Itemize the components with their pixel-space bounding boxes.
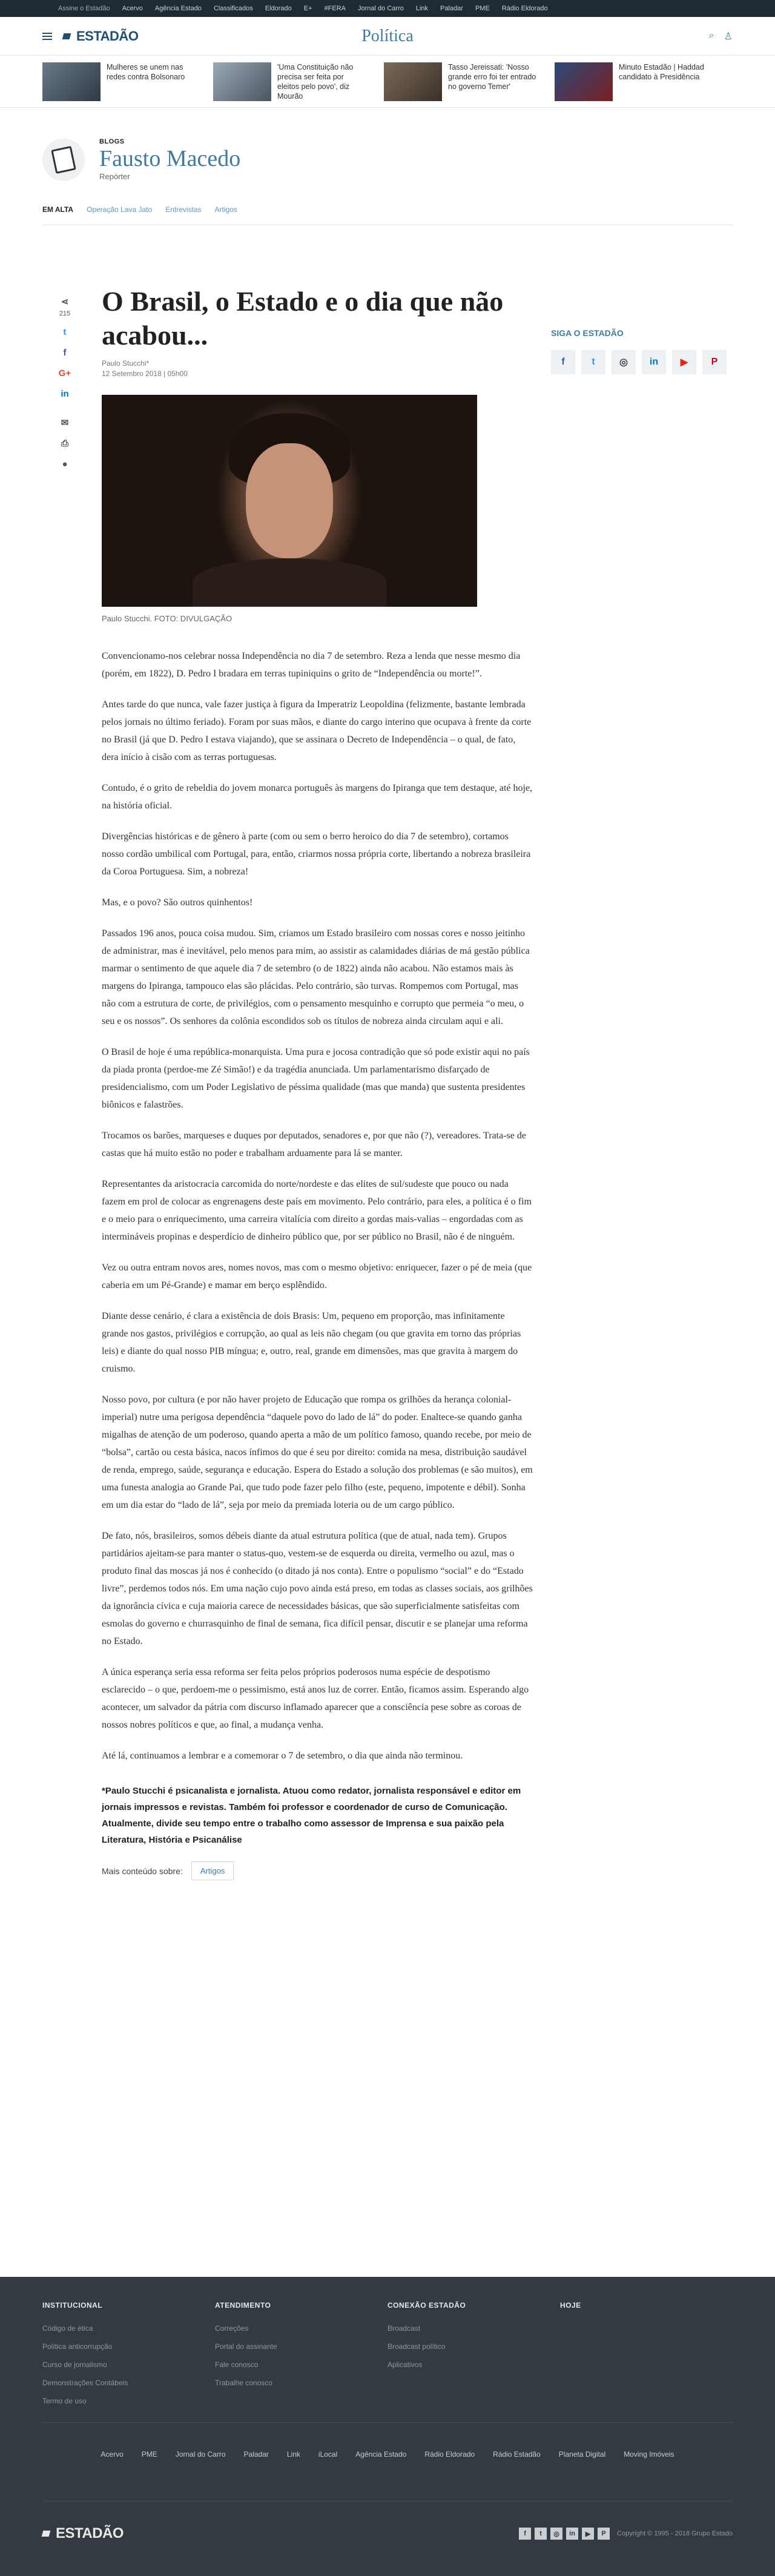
footer-brand-link[interactable]: Jornal do Carro xyxy=(175,2450,226,2459)
related-item[interactable]: Tasso Jereissati: 'Nosso grande erro foi ter entrado no governo Temer' xyxy=(384,62,536,101)
article-paragraph: Diante desse cenário, é clara a existência de dois Brasis: Um, pequeno em proporção, mas infinitamente grande nos gastos, privilégios e corrupção, ao qual as leis não chegam (ou que gravita em torno das próprias leis) e diante do qual nosso PIB míngua; e, outro, real, grande em dimensões, mas que gravita à margem do cruismo. xyxy=(102,1311,521,1374)
em-alta-bar xyxy=(42,205,733,225)
linkedin-icon[interactable]: in xyxy=(642,350,666,374)
article-paragraph: Representantes da aristocracia carcomida do norte/nordeste e das elites de sul/sudeste que pouco ou nada fazem em prol de colocar as engrenagens deste país em movimento. Pelo contrário, para eles, a política é o fim e o meio para o enriquecimento, uma carreira vitalícia com direito a gordas mais-valias – engordadas com as intermináveis propinas e desperdício de dinheiro público que, por ser público no Brasil, não é de ninguém. xyxy=(102,1179,532,1242)
footer-brand-link[interactable]: iLocal xyxy=(318,2450,338,2459)
footer-brand-link[interactable]: Planeta Digital xyxy=(558,2450,606,2459)
footer-brand-link[interactable]: Rádio Estadão xyxy=(493,2450,541,2459)
print-icon[interactable]: ⎙ xyxy=(61,438,68,449)
section-title[interactable]: Política xyxy=(361,26,414,45)
article-paragraph: Passados 196 anos, pouca coisa mudou. Sim, criamos um Estado brasileiro com nossas cores e nosso jeitinho de administrar, mas é inevitável, pelo menos para mim, ao assistir as calamidades diárias de má gestão pública marmar o sentimento de que aquele dia 7 de setembro (o de 1822) ainda não acabou. Não estamos mais às margens do Ipiranga, tampouco elas são plácidas. Pelo contrário, são turvas. Rompemos com Portugal, mas não com a estrutura de corte, de privilégios, com o pensamento mesquinho e corrupto que permeia “o meu, o seu e os nossos”. Os senhores da colônia escondidos sob os títulos de nobreza ainda circulam aqui e ali. xyxy=(102,928,530,1026)
follow-panel xyxy=(551,328,733,374)
menu-icon[interactable] xyxy=(42,33,52,40)
logo-mark-icon xyxy=(63,32,74,41)
logo-mark-icon xyxy=(42,2529,53,2538)
related-item[interactable]: Mulheres se unem nas redes contra Bolsonaro xyxy=(42,62,195,101)
related-item[interactable]: 'Uma Constituição não precisa ser feita por eleitos pelo povo', diz Mourão xyxy=(213,62,366,101)
footer-link[interactable]: Portal do assinante xyxy=(215,2342,277,2351)
footer-link[interactable]: Termo de uso xyxy=(42,2397,87,2405)
article-paragraph: Contudo, é o grito de rebeldia do jovem monarca português às margens do Ipiranga que tem destaque, até hoje, na história oficial. xyxy=(102,783,533,811)
topbar-link[interactable]: PME xyxy=(475,5,490,12)
blog-kicker: BLOGS xyxy=(99,138,125,145)
blog-avatar xyxy=(42,139,85,181)
facebook-icon[interactable]: f xyxy=(63,347,67,358)
blog-role: Repórter xyxy=(99,172,130,181)
article-paragraph: Mas, e o povo? São outros quinhentos! xyxy=(102,897,253,908)
footer-link[interactable]: Curso de jornalismo xyxy=(42,2360,107,2369)
footer-column-title: CONEXÃO ESTADÃO xyxy=(388,2301,466,2310)
header xyxy=(0,17,775,56)
footer-column-title: ATENDIMENTO xyxy=(215,2301,271,2310)
article-body xyxy=(102,647,533,1848)
pinterest-icon[interactable]: P xyxy=(702,350,727,374)
user-icon[interactable]: ♙ xyxy=(724,31,733,42)
related-thumb xyxy=(42,62,101,101)
related-item[interactable]: Minuto Estadão | Haddad candidato à Presidência xyxy=(555,62,707,101)
article-paragraph: Convencionamo-nos celebrar nossa Independência no dia 7 de setembro. Reza a lenda que nesse mesmo dia (porém, em 1822), D. Pedro I bradara em terras tupiniquins o grito de “Independência ou morte!”. xyxy=(102,651,521,679)
footer-link[interactable]: Trabalhe conosco xyxy=(215,2379,272,2387)
photo-caption: Paulo Stucchi. FOTO: DIVULGAÇÃO xyxy=(102,614,232,623)
footer-column-title: INSTITUCIONAL xyxy=(42,2301,103,2310)
pinterest-icon[interactable]: P xyxy=(598,2528,610,2540)
article-paragraph: Antes tarde do que nunca, vale fazer justiça à figura da Imperatriz Leopoldina (felizmente, bastante lembrada pelos jornais no último feriado). Foram por suas mãos, e diante do cargo interino que ocupava à frente da corte no Brasil (já que D. Pedro I estava viajando), que se assinara o Decreto de Independência – o qual, de fato, dera início à cisão com as terras portuguesas. xyxy=(102,699,532,762)
footer-link[interactable]: Broadcast xyxy=(388,2324,421,2333)
footer-brand-link[interactable]: Agência Estado xyxy=(355,2450,407,2459)
footer-brand-link[interactable]: Rádio Eldorado xyxy=(424,2450,475,2459)
article-title: O Brasil, o Estado e o dia que não acabou... xyxy=(102,286,504,351)
article-paragraph: Trocamos os barões, marqueses e duques por deputados, senadores e, por que não (?), vereadores. Trata-se de castas que há muito estão no poder e trabalham arduamente para lá se manter. xyxy=(102,1131,526,1158)
footer-link[interactable]: Código de ética xyxy=(42,2324,93,2333)
footer-brand-link[interactable]: PME xyxy=(141,2450,157,2459)
twitter-icon[interactable]: t xyxy=(535,2528,547,2540)
footer-brand-link[interactable]: Moving Imóveis xyxy=(624,2450,674,2459)
footer-column xyxy=(42,2301,215,2415)
topbar-link[interactable]: E+ xyxy=(303,5,312,12)
author-bio: *Paulo Stucchi é psicanalista e jornalista. Atuou como redator, jornalista responsável e editor em jornais impressos e revistas. Também foi professor e coordenador de curso de Comunicação. Atualmente, divide seu tempo entre o trabalho como assessor de Imprensa e sua paixão pela Literatura, História e Psicanálise xyxy=(102,1786,521,1845)
topbar-link[interactable]: Link xyxy=(415,5,429,12)
footer-link[interactable]: Demonstrações Contábeis xyxy=(42,2379,128,2387)
topbar-link[interactable]: Rádio Eldorado xyxy=(501,5,548,12)
footer-column-title: HOJE xyxy=(560,2301,581,2310)
footer-link[interactable]: Fale conosco xyxy=(215,2360,259,2369)
related-thumb xyxy=(555,62,613,101)
footer-link[interactable]: Política anticorrupção xyxy=(42,2342,113,2351)
footer-brand-link[interactable]: Acervo xyxy=(101,2450,124,2459)
article-paragraph: Nosso povo, por cultura (e por não haver projeto de Educação que rompa os grilhões da herança colonial-imperial) nutre uma perigosa dependência “daquele povo do lado de lá” do poder. Enaltece-se quando ganha migalhas de atenção de um poderoso, quando aperta a mão de um político famoso, quando recebe, por meio de “bolsa”, cartão ou cesta básica, nacos ínfimos do que é seu por direito: comida na mesa, distribuição saudável de renda, emprego, saúde, segurança e educação. Espera do Estado a solução dos problemas (e são muitos), em uma funesta analogia ao Grande Pai, que tudo pode fazer pelo filho (este, pequeno, impotente e débil). Sonha em um dia estar do “lado de lá”, seja por meio da premiada loteria ou de um cargo público. xyxy=(102,1395,533,1510)
blog-name[interactable]: Fausto Macedo xyxy=(99,146,241,171)
footer-link[interactable]: Aplicativos xyxy=(388,2360,423,2369)
article-paragraph: O Brasil de hoje é uma república-monarquista. Uma pura e jocosa contradição que só pode existir aqui no país da piada pronta (perdoe-me Zé Simão!) e da tragédia anunciada. Um parlamentarismo disfarçado de presidencialismo, com um Poder Legislativo de péssima qualidade (mas que manda) que sustenta presidentes biônicos e falastrões. xyxy=(102,1047,530,1110)
logo[interactable]: ESTADÃO xyxy=(63,28,138,44)
footer-column xyxy=(388,2301,560,2415)
topbar-link[interactable]: Agência Estado xyxy=(154,5,202,12)
article-date: 12 Setembro 2018 | 05h00 xyxy=(102,369,188,378)
article-paragraph: Vez ou outra entram novos ares, nomes novos, mas com o mesmo objetivo: enriquecer, fazer o pé de meia (que caberia em um Pé-Grande) e mamar em berço esplêndido. xyxy=(102,1263,532,1290)
blog-header xyxy=(0,108,775,181)
em-alta-label: EM ALTA xyxy=(42,205,74,214)
footer-logo[interactable]: ESTADÃO xyxy=(42,2525,124,2542)
more-content xyxy=(102,1861,533,1880)
article-paragraph: Até lá, continuamos a lembrar e a comemorar o 7 de setembro, o dia que ainda não terminou. xyxy=(102,1751,463,1761)
twitter-icon[interactable]: t xyxy=(63,326,67,337)
footer-brand-link[interactable]: Paladar xyxy=(243,2450,269,2459)
linkedin-icon[interactable]: in xyxy=(61,388,69,399)
topbar-link[interactable]: Paladar xyxy=(440,5,463,12)
youtube-icon[interactable]: ▶ xyxy=(582,2528,594,2540)
topbar-link[interactable]: Assine o Estadão xyxy=(58,5,110,12)
related-strip xyxy=(0,56,775,108)
footer-column xyxy=(215,2301,388,2415)
footer xyxy=(0,2277,775,2576)
search-icon[interactable]: ⌕ xyxy=(708,30,714,41)
em-alta-link[interactable]: Artigos xyxy=(214,205,237,214)
topbar-link[interactable]: Jornal do Carro xyxy=(358,5,404,12)
share-bar xyxy=(56,296,74,470)
em-alta-link[interactable]: Entrevistas xyxy=(165,205,202,214)
topbar-link[interactable]: Acervo xyxy=(122,5,143,12)
comments-icon[interactable]: ● xyxy=(62,458,68,469)
article-paragraph: A única esperança seria essa reforma ser feita pelos próprios poderosos numa espécie de despotismo esclarecido – o que, perdoem-me o pessimismo, está anos luz de correr. Então, ficamos assim. Esperando algo acontecer, um salvador da pátria com discurso inflamado aparecer que a consciência pese sobre as coroas de nossos nobres políticos e que, ao final, a mudança venha. xyxy=(102,1667,529,1730)
footer-link[interactable]: Correções xyxy=(215,2324,249,2333)
related-thumb xyxy=(213,62,271,101)
footer-column xyxy=(560,2301,733,2415)
topbar-link[interactable]: Eldorado xyxy=(265,5,292,12)
share-count: 215 xyxy=(59,310,71,317)
linkedin-icon[interactable]: in xyxy=(566,2528,578,2540)
twitter-icon[interactable]: t xyxy=(581,350,605,374)
more-label: Mais conteúdo sobre: xyxy=(102,1866,183,1876)
em-alta-link[interactable]: Operação Lava Jato xyxy=(87,205,153,214)
follow-title: SIGA O ESTADÃO xyxy=(551,328,624,338)
topbar-link[interactable]: #FERA xyxy=(324,5,346,12)
facebook-icon[interactable]: f xyxy=(551,350,575,374)
youtube-icon[interactable]: ▶ xyxy=(672,350,696,374)
top-bar xyxy=(0,0,775,17)
article-photo xyxy=(102,395,477,607)
related-thumb xyxy=(384,62,442,101)
email-icon[interactable]: ✉ xyxy=(61,418,69,428)
article-paragraph: Divergências históricas e de gênero à parte (com ou sem o berro heroico do dia 7 de setembro), cortamos nosso cordão umbilical com Portugal, para, então, criarmos nossa própria corte, libertando a nobreza brasileira da Coroa Portuguesa. Sim, a nobreza! xyxy=(102,831,531,877)
article xyxy=(102,285,533,1880)
instagram-icon[interactable]: ◎ xyxy=(550,2528,562,2540)
article-author: Paulo Stucchi* xyxy=(102,359,150,368)
copyright: Copyright © 1995 - 2018 Grupo Estado xyxy=(617,2530,733,2537)
instagram-icon[interactable]: ◎ xyxy=(612,350,636,374)
facebook-icon[interactable]: f xyxy=(519,2528,531,2540)
footer-link[interactable]: Broadcast político xyxy=(388,2342,446,2351)
tag-link[interactable]: Artigos xyxy=(191,1861,234,1880)
article-paragraph: De fato, nós, brasileiros, somos débeis diante da atual estrutura política (que de atual, nada tem). Grupos partidários ajeitam-se para manter o status-quo, vestem-se de esquerda ou direita, vermelho ou azul, mas o produto final das moscas já nos é conhecido (o ditado já nos conta). Entre o populismo “social” e do “Estado livre”, perdemos todos nós. Em uma nação cujo povo ainda está preso, em todas as classes sociais, aos grilhões da ignorância cívica e cuja maioria carece de necessidades básicas, que são superficialmente satisfeitas com esmolas do governo e churrasquinho de final de semana, fica difícil pensar, discutir e se planejar uma reforma no Estado. xyxy=(102,1531,533,1646)
footer-brand-link[interactable]: Link xyxy=(286,2450,300,2459)
footer-links xyxy=(0,2450,775,2459)
document-icon xyxy=(51,145,76,173)
topbar-link[interactable]: Classificados xyxy=(213,5,253,12)
share-icon[interactable]: ⋖ xyxy=(61,297,69,307)
google-plus-icon[interactable]: G+ xyxy=(58,368,71,378)
